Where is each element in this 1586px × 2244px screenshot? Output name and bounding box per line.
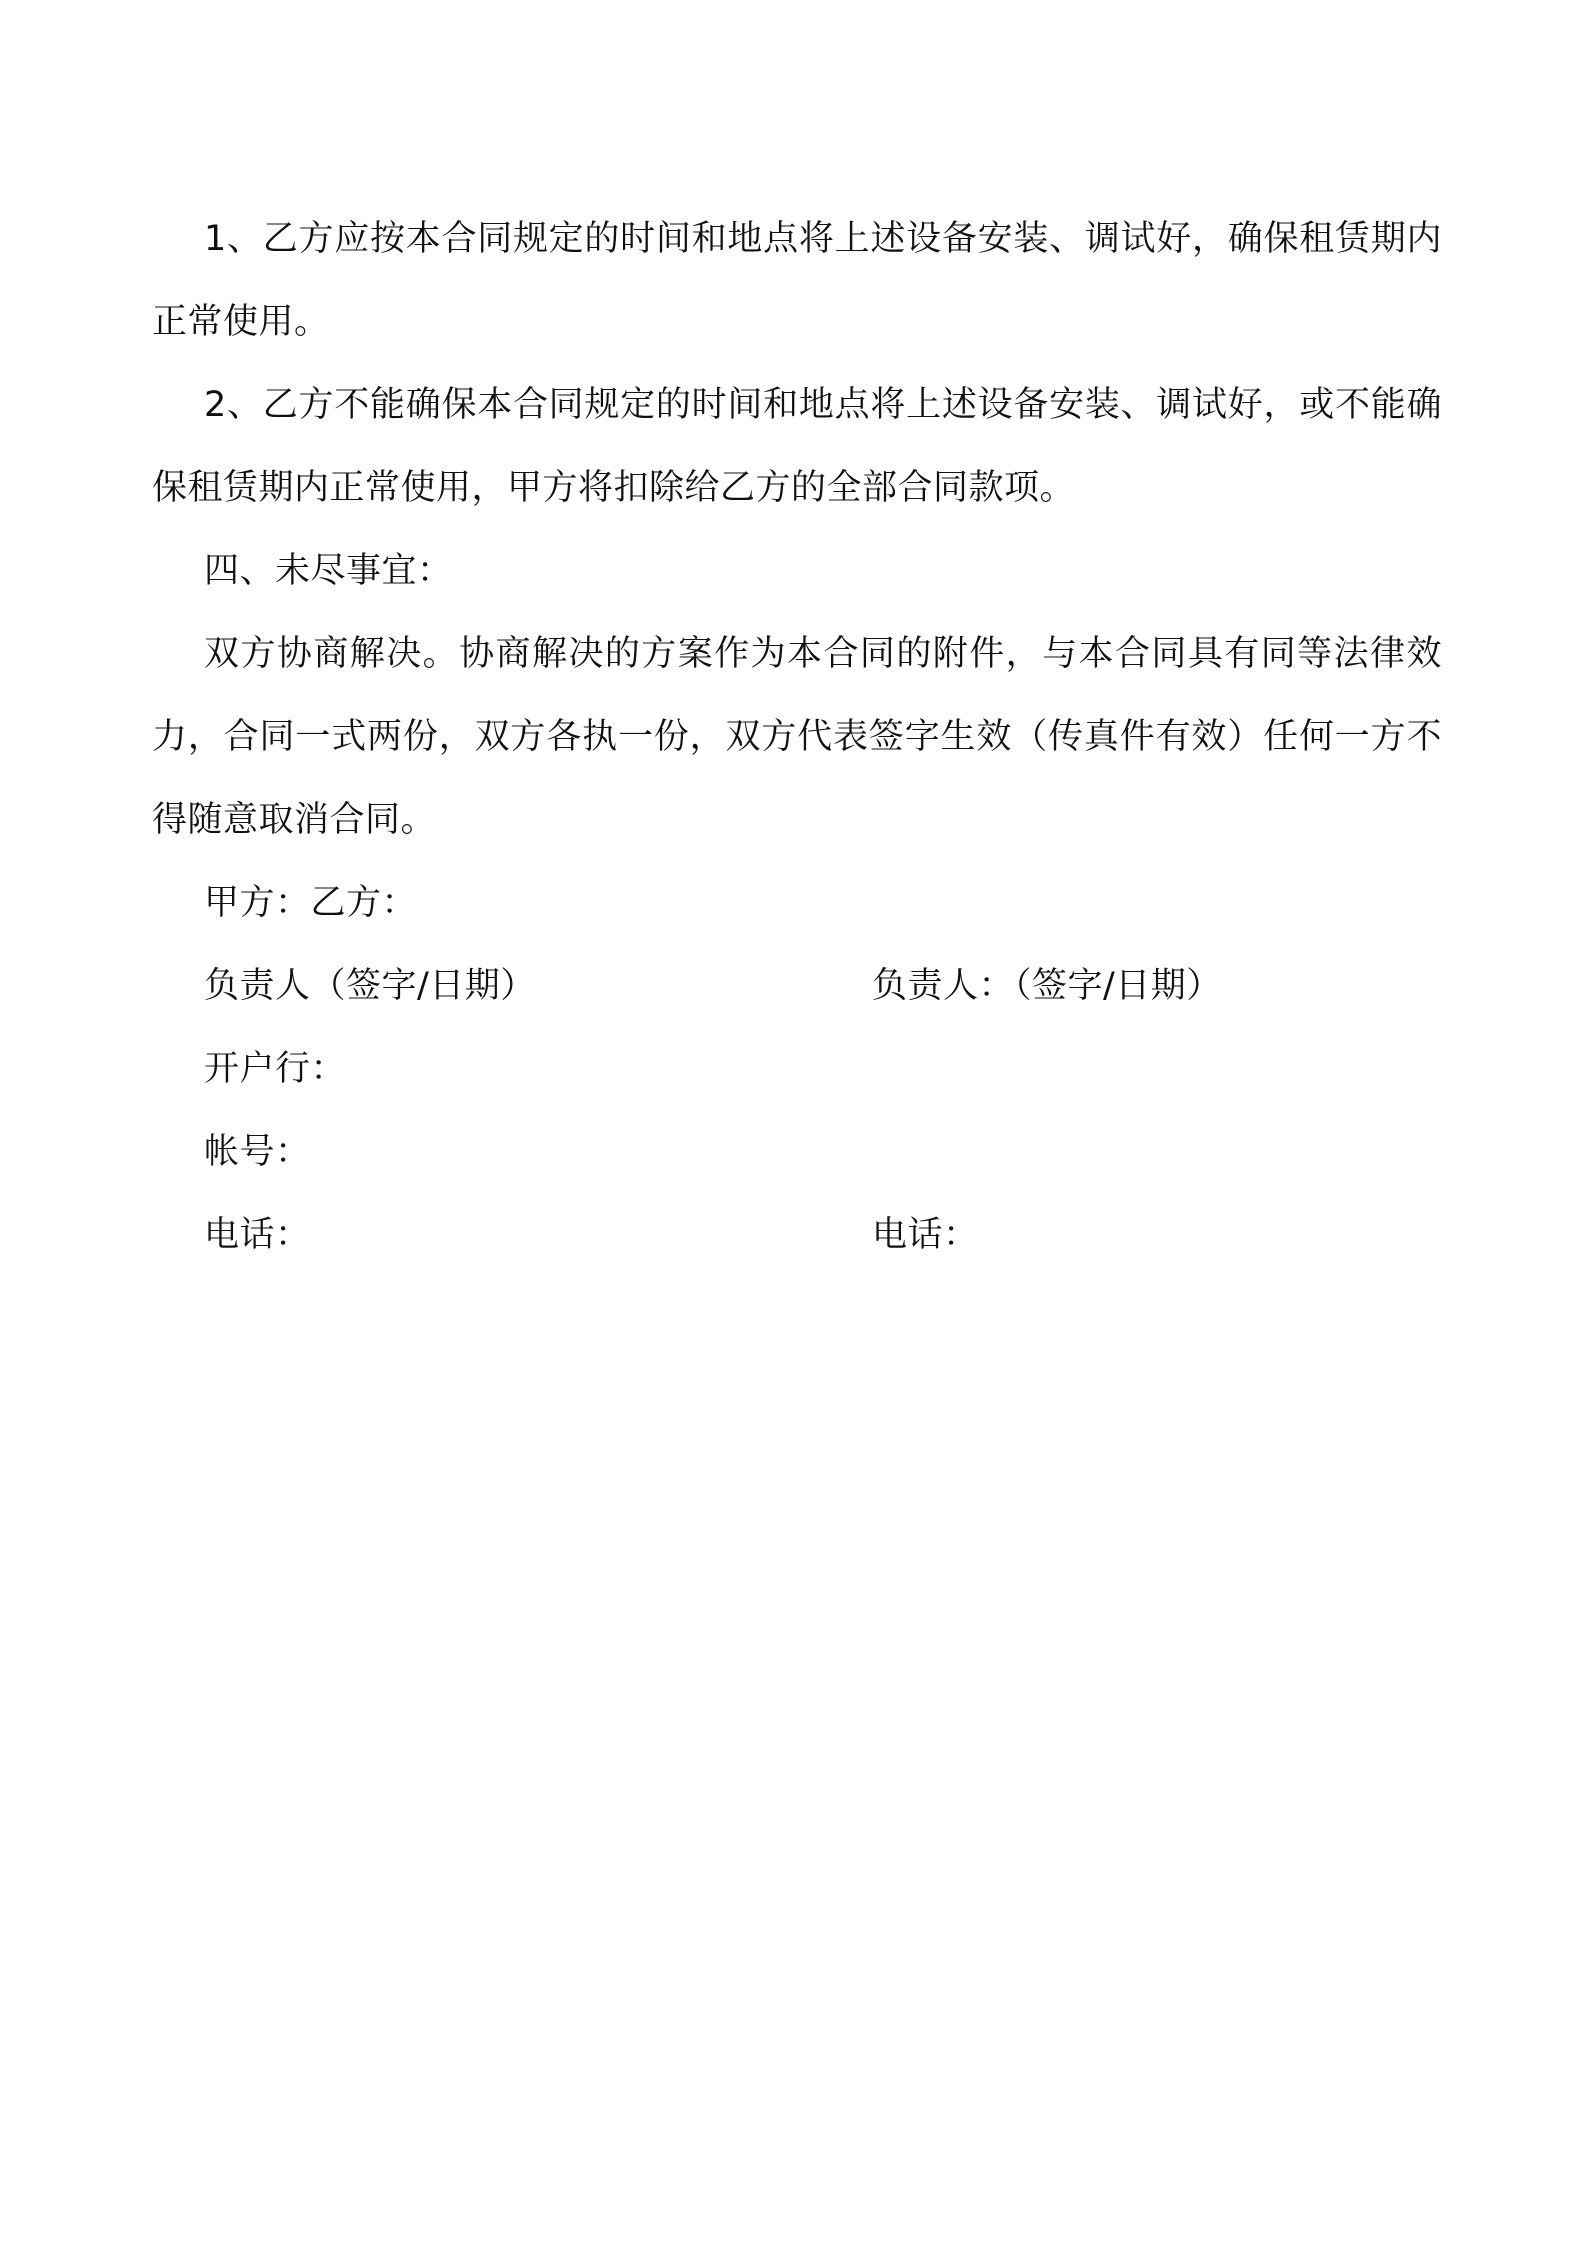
section-body: 双方协商解决。协商解决的方案作为本合同的附件，与本合同具有同等法律效力，合同一式两份，双方各执一份，双方代表签字生效（传真件有效）任何一方不得随意取消合同。 (152, 634, 1442, 840)
party-b-person: 负责人：（签字/日期） (872, 966, 1222, 1006)
signature-account-row (152, 1111, 1442, 1194)
signature-parties-row (152, 862, 1442, 945)
clause-1: 1、乙方应按本合同规定的时间和地点将上述设备安装、调试好，确保租赁期内正常使用。 (152, 219, 1442, 342)
signature-phone-row (152, 1194, 1442, 1277)
contract-body (152, 198, 1442, 1277)
signature-bank-row (152, 1028, 1442, 1111)
party-a-person: 负责人（签字/日期） (204, 966, 536, 1006)
bank-label: 开户行： (204, 1049, 347, 1089)
signature-parties: 甲方：乙方： (204, 883, 418, 923)
clause-2: 2、乙方不能确保本合同规定的时间和地点将上述设备安装、调试好，或不能确保租赁期内正常使用，甲方将扣除给乙方的全部合同款项。 (152, 385, 1442, 508)
party-b-phone: 电话： (872, 1215, 979, 1255)
account-label: 帐号： (204, 1132, 311, 1172)
section-heading: 四、未尽事宜： (204, 551, 453, 591)
signature-person-row (152, 945, 1442, 1028)
party-a-phone: 电话： (204, 1215, 311, 1255)
